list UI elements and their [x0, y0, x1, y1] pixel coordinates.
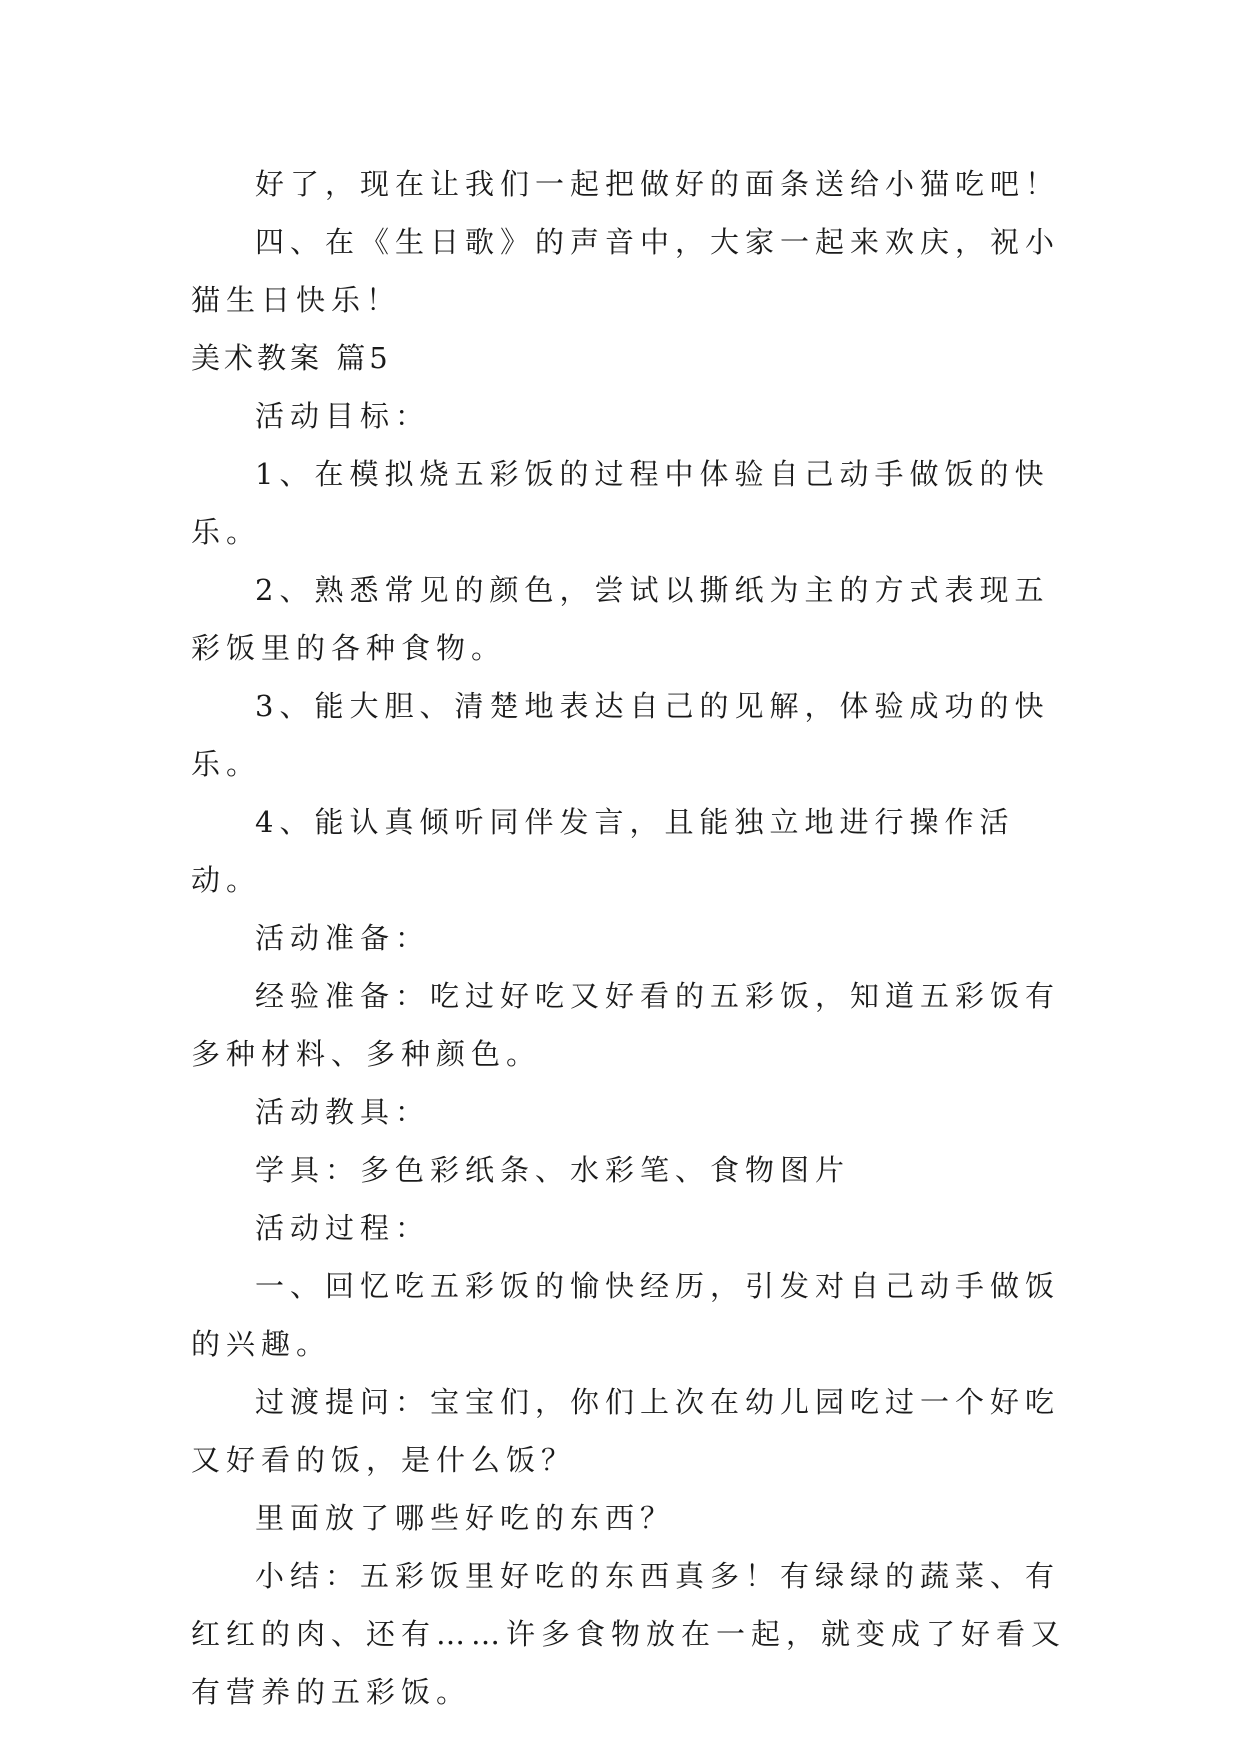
paragraph: 好了，现在让我们一起把做好的面条送给小猫吃吧！: [255, 167, 1061, 201]
paragraph: 活动教具：: [255, 1095, 431, 1129]
paragraph: 活动准备：: [255, 921, 431, 955]
paragraph: 活动目标：: [255, 399, 431, 433]
paragraph: 学具：多色彩纸条、水彩笔、食物图片: [255, 1153, 851, 1187]
paragraph: 2、熟悉常见的颜色，尝试以撕纸为主的方式表现五彩饭里的各种食物。: [191, 573, 1050, 665]
paragraph: 过渡提问：宝宝们，你们上次在幼儿园吃过一个好吃又好看的饭，是什么饭？: [191, 1385, 1061, 1477]
paragraph: 四、在《生日歌》的声音中，大家一起来欢庆，祝小猫生日快乐！: [191, 225, 1061, 317]
paragraph: 小结：五彩饭里好吃的东西真多！有绿绿的蔬菜、有红红的肉、还有……许多食物放在一起，就变成了好看又有营养的五彩饭。: [191, 1559, 1067, 1709]
paragraph: 一、回忆吃五彩饭的愉快经历，引发对自己动手做饭的兴趣。: [191, 1269, 1061, 1361]
paragraph: 1、在模拟烧五彩饭的过程中体验自己动手做饭的快乐。: [191, 457, 1050, 549]
paragraph: 4、能认真倾听同伴发言，且能独立地进行操作活动。: [191, 805, 1015, 897]
section-heading: 美术教案 篇5: [191, 341, 392, 375]
paragraph: 里面放了哪些好吃的东西？: [255, 1501, 676, 1535]
paragraph: 活动过程：: [255, 1211, 431, 1245]
document-body: [191, 155, 1071, 1721]
paragraph: 经验准备：吃过好吃又好看的五彩饭，知道五彩饭有多种材料、多种颜色。: [191, 979, 1061, 1071]
paragraph: 3、能大胆、清楚地表达自己的见解，体验成功的快乐。: [191, 689, 1050, 781]
